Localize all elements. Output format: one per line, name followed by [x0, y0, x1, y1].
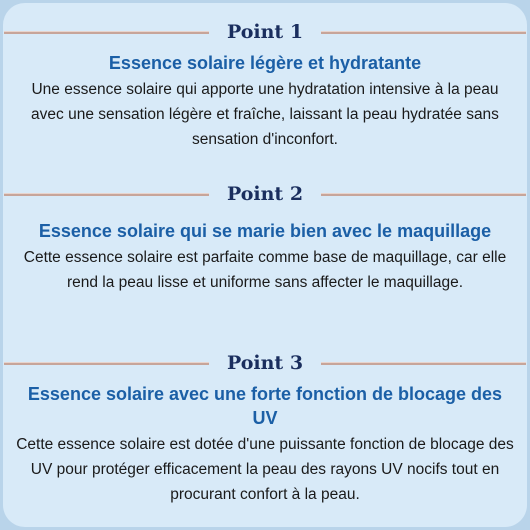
divider-line-left: [4, 31, 209, 34]
point-headline: Essence solaire légère et hydratante: [108, 53, 422, 73]
point-headline: Essence solaire avec une forte fonction de blocage des UV: [27, 384, 503, 428]
point-label: Point 1: [226, 21, 304, 43]
point-description: Une essence solaire qui apporte une hydratation intensive à la peau avec une sensation légère et fraîche, laissant la peau hydratée sans sensation d'inconfort.: [31, 81, 499, 148]
divider-line-right: [321, 362, 526, 365]
point-section-3: [3, 346, 527, 507]
point-section-1: [3, 15, 527, 152]
point-description: Cette essence solaire est parfaite comme base de maquillage, car elle rend la peau lisse et uniforme sans affecter le maquillage.: [23, 249, 507, 291]
divider-line-left: [4, 193, 209, 196]
point-header: [3, 346, 527, 380]
info-card: [3, 3, 527, 527]
point-section-2: [3, 177, 527, 295]
point-label: Point 2: [226, 183, 304, 205]
point-label: Point 3: [226, 352, 304, 374]
point-headline: Essence solaire qui se marie bien avec le maquillage: [38, 221, 492, 241]
divider-line-right: [321, 193, 526, 196]
point-header: [3, 177, 527, 211]
point-description: Cette essence solaire est dotée d'une puissante fonction de blocage des UV pour protéger efficacement la peau des rayons UV nocifs tout en procurant confort à la peau.: [16, 436, 514, 503]
point-header: [3, 15, 527, 49]
divider-line-right: [321, 31, 526, 34]
divider-line-left: [4, 362, 209, 365]
